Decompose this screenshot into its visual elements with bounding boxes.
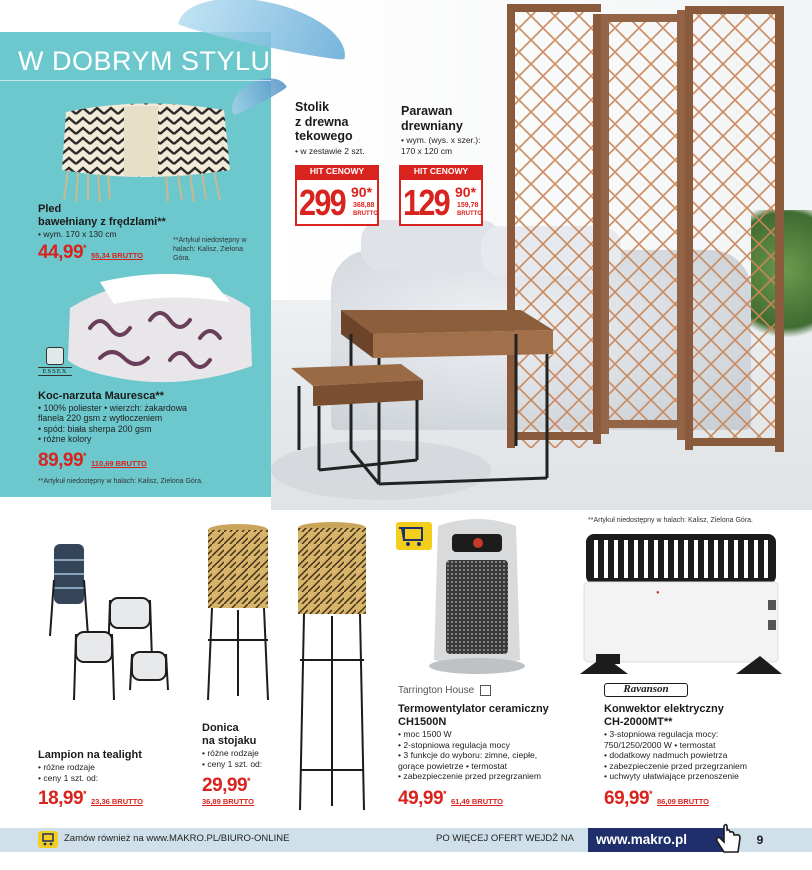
stolik-hit-badge: HIT CENOWY 299 90* 368,88 BRUTTO: [295, 165, 379, 227]
pled-brutto: 55,34 BRUTTO: [91, 251, 143, 260]
donica-title: Donica na stojaku: [202, 722, 257, 747]
order-online-link[interactable]: Zamów również na www.MAKRO.PL/BIURO-ONLINE: [64, 833, 290, 844]
koc-brutto: 110,69 BRUTTO: [91, 459, 147, 468]
ravanson-logo: Ravanson: [604, 683, 688, 697]
konwektor-image: [576, 530, 786, 690]
lampion-title: Lampion na tealight: [38, 749, 142, 761]
svg-text:●: ●: [656, 590, 660, 596]
termo-title: Termowentylator ceramiczny CH1500N: [398, 703, 549, 728]
pled-title: Pled bawełniany z frędzlami**: [38, 203, 166, 228]
koc-title: Koc-narzuta Mauresca**: [38, 390, 164, 402]
parawan-price: 129: [403, 182, 449, 223]
stolik-bullet: • w zestawie 2 szt.: [295, 145, 365, 156]
cart-icon: [38, 831, 58, 848]
koc-bullets: • 100% poliester • wierzch: żakardowa flanela 220 gsm z wytłoczeniem • spód: biała sherpa 200 gsm • różne kolory: [38, 403, 187, 445]
donica-brutto: 36,89 BRUTTO: [202, 797, 254, 806]
house-icon: [480, 685, 491, 696]
konwektor-brutto: 86,09 BRUTTO: [657, 797, 709, 806]
stolik-image: [291, 300, 561, 490]
more-offers-text: PO WIĘCEJ OFERT WEJDŹ NA: [436, 833, 574, 844]
pointer-hand-icon: [712, 822, 744, 856]
lampion-price: 18,99* 23,36 BRUTTO: [38, 788, 143, 809]
konwektor-price: 69,99* 86,09 BRUTTO: [604, 788, 709, 809]
pled-bullet: • wym. 170 x 130 cm: [38, 229, 117, 239]
page-number: 9: [756, 833, 764, 847]
konwektor-title: Konwektor elektryczny CH-2000MT**: [604, 703, 724, 728]
koc-image: [60, 268, 260, 388]
parawan-title: Parawan drewniany: [401, 104, 463, 133]
hero-title-underline: [0, 80, 271, 81]
essex-logo: ESSEX: [38, 347, 72, 376]
pled-note: **Artykuł niedostępny w halach: Kalisz, Zielona Góra.: [173, 237, 247, 262]
konwektor-note: **Artykuł niedostępny w halach: Kalisz, Zielona Góra.: [588, 517, 753, 524]
lampion-brutto: 23,36 BRUTTO: [91, 797, 143, 806]
tarrington-brand: Tarrington House: [398, 685, 491, 696]
termowentylator-image: [422, 512, 532, 682]
parawan-bullets: • wym. (wys. x szer.): 170 x 120 cm: [401, 135, 481, 156]
lampion-bullets: • różne rodzaje • ceny 1 szt. od:: [38, 762, 99, 783]
lampion-image: [36, 540, 186, 710]
termo-price: 49,99* 61,49 BRUTTO: [398, 788, 503, 809]
hero-title: W DOBRYM STYLU: [18, 46, 271, 76]
koc-price: 89,99* 110,69 BRUTTO: [38, 450, 147, 471]
stolik-title: Stolik z drewna tekowego: [295, 100, 353, 143]
parawan-hit-badge: HIT CENOWY 129 90* 159,78 BRUTTO: [399, 165, 483, 227]
bedroom-photo: [271, 0, 812, 510]
pled-image: [48, 96, 238, 206]
stolik-price: 299: [299, 182, 345, 223]
makro-url-link[interactable]: www.makro.pl: [588, 828, 728, 852]
pled-price: 44,99* 55,34 BRUTTO: [38, 242, 143, 263]
termo-bullets: • moc 1500 W • 2-stopniowa regulacja mocy • 3 funkcje do wyboru: zimne, ciepłe, gorące powietrze • termostat • zabezpieczenie przed przegrzaniem: [398, 729, 541, 781]
termo-brutto: 61,49 BRUTTO: [451, 797, 503, 806]
koc-note: **Artykuł niedostępny w halach: Kalisz, Zielona Góra.: [38, 478, 203, 485]
donica-price: 29,99* 36,89 BRUTTO: [202, 775, 254, 806]
donica-bullets: • różne rodzaje • ceny 1 szt. od:: [202, 748, 263, 769]
konwektor-bullets: • 3-stopniowa regulacja mocy: 750/1250/2000 W • termostat • dodatkowy nadmuch powietrza • zabezpieczenie przed przegrzaniem • uchwyty ułatwiające przenoszenie: [604, 729, 747, 781]
